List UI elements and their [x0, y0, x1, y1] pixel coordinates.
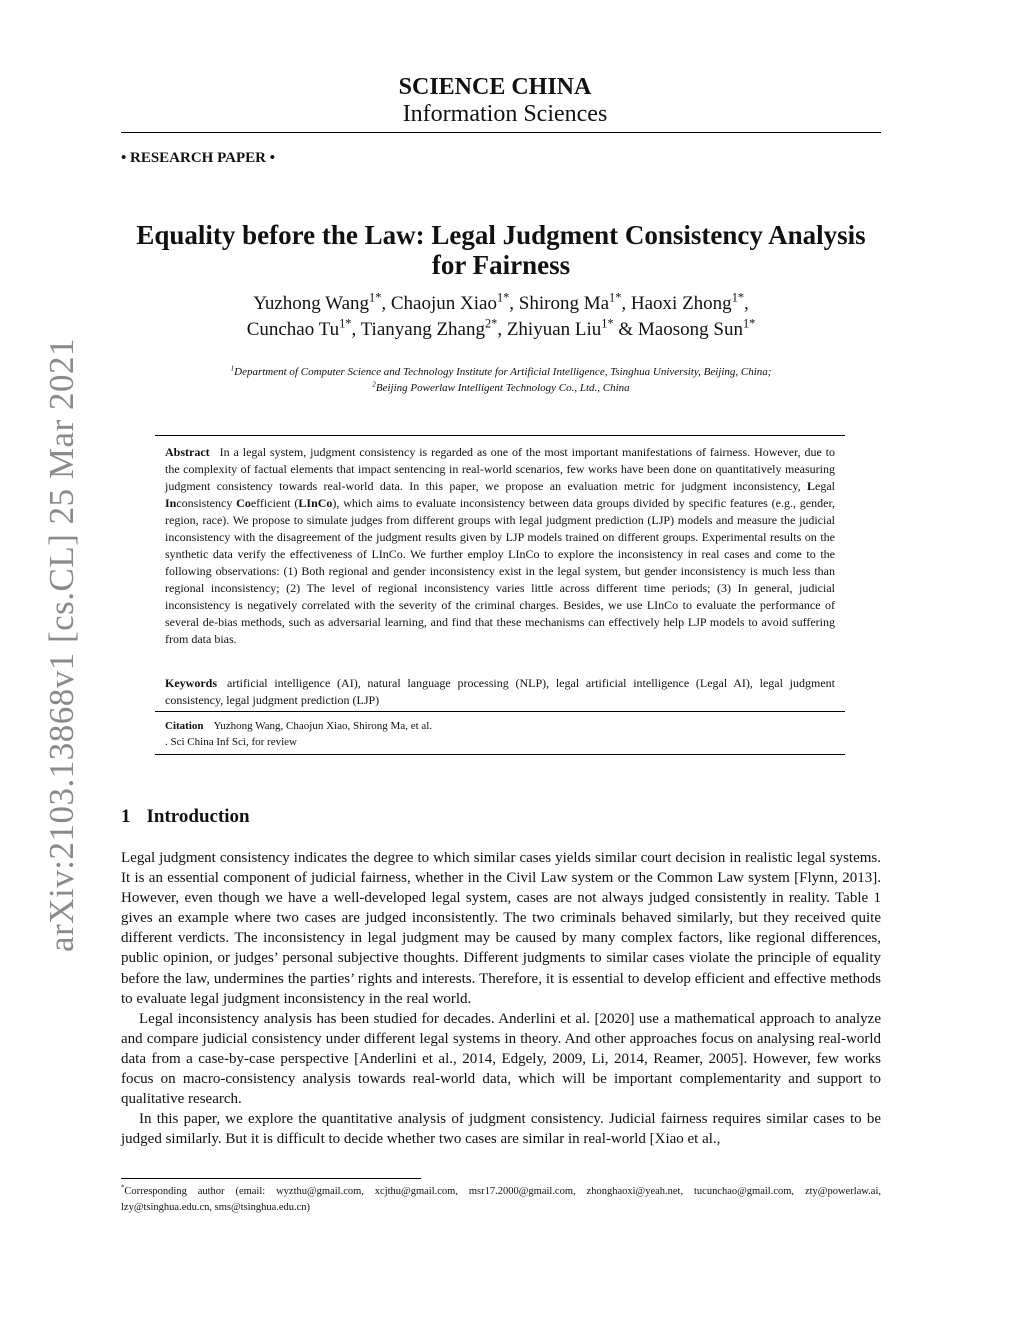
keywords-text: artificial intelligence (AI), natural language processing (NLP), legal artificial intelligence (Legal AI), legal judgment consistency, legal judgment prediction (LJP)	[165, 676, 835, 707]
author-name: Shirong Ma	[518, 293, 610, 314]
affiliations	[121, 364, 881, 396]
keywords	[165, 675, 835, 709]
abstract-metric-abbreviation: LInCo	[298, 496, 333, 510]
abstract-bottom-rule	[155, 754, 845, 755]
footnote-rule	[121, 1178, 421, 1179]
paragraph: Legal judgment consistency indicates the degree to which similar cases yields similar court decision in realistic legal systems. It is an essential component of judicial fairness, whether in the Civil Law system or the Common Law system [Flynn, 2013]. However, even though we have a well-developed legal system, cases are not always judged consistently in reality. Table 1 gives an example where two cases are judged inconsistently. The two criminals behaved similarly, but they received quite different verdicts. The inconsistency in legal judgment may be caused by many complex factors, like regional differences, public opinion, or judges’ personal subjective thoughts. Different judgments to similar cases violate the principle of equality before the law, undermines the parties’ rights and interests. Therefore, it is essential to develop efficient and effective methods to evaluate legal judgment inconsistency in the real world.	[121, 850, 881, 1007]
paper-title	[121, 220, 881, 280]
author-line-1	[121, 291, 881, 317]
title-line-2: for Fairness	[431, 250, 571, 280]
author-affil-mark: 1*	[339, 316, 352, 331]
abstract-label: Abstract	[165, 445, 210, 459]
author-separator: ,	[744, 293, 749, 314]
header-rule	[121, 132, 881, 133]
citation-line-1	[165, 718, 835, 734]
affiliation-text: Beijing Powerlaw Intelligent Technology Co., Ltd., China	[375, 382, 630, 394]
author-affil-mark: 1*	[609, 290, 622, 305]
abstract-metric-letter: In	[165, 496, 177, 510]
author-name: Maosong Sun	[637, 319, 743, 340]
introduction-body	[121, 848, 881, 1149]
abstract-metric-text: efficient (	[250, 496, 299, 510]
author-affil-mark: 1*	[742, 316, 756, 331]
section-heading-introduction	[121, 806, 250, 828]
author-name: Zhiyuan Liu	[506, 319, 602, 340]
author-list	[121, 291, 881, 343]
journal-name: SCIENCE CHINA	[398, 74, 592, 100]
citation-authors: Yuzhong Wang, Chaojun Xiao, Shirong Ma, et al.	[213, 720, 433, 732]
citation	[165, 718, 835, 750]
author-name: Tianyang Zhang	[360, 319, 485, 340]
author-affil-mark: 2*	[484, 316, 498, 331]
citation-rule	[155, 711, 845, 712]
author-affil-mark: 1*	[369, 290, 382, 305]
section-number: 1	[121, 806, 131, 827]
citation-line-2: . Sci China Inf Sci, for review	[165, 736, 297, 748]
author-separator: ,	[509, 293, 519, 314]
author-separator: &	[613, 319, 638, 340]
affiliation-mark: 2	[372, 380, 376, 389]
affiliation-2	[121, 380, 881, 396]
abstract-metric-text: egal	[815, 479, 835, 493]
abstract-metric-letter: L	[806, 479, 815, 493]
citation-label: Citation	[165, 720, 204, 732]
footnote	[121, 1184, 881, 1216]
author-line-2	[121, 317, 881, 343]
abstract-text-part-1: In a legal system, judgment consistency is regarded as one of the most important manifestations of fairness. However, due to the complexity of factual elements that impact sentencing in real-world scenarios, few works have been done on quantitatively measuring judgment consistency towards real-world data. In this paper, we propose an evaluation metric for judgment inconsistency,	[165, 445, 835, 493]
abstract-text-part-2: ), which aims to evaluate inconsistency between data groups divided by specific features (e.g., gender, region, race). We propose to simulate judges from different groups with legal judgment prediction (LJP) models and measure the judicial inconsistency with the disagreement of the judgment results given by LJP models trained on different groups. Experimental results on the synthetic data verify the effectiveness of LInCo. We further employ LInCo to explore the inconsistency in real cases and come to the following observations: (1) Both regional and gender inconsistency exist in the legal system, but gender inconsistency is much less than regional inconsistency; (2) The level of regional inconsistency varies little across different time periods; (3) In general, judicial inconsistency is negatively correlated with the severity of the criminal charges. Besides, we use LInCo to evaluate the performance of several de-bias methods, such as adversarial learning, and find that these mechanisms can effectively help LJP models to avoid suffering from data bias.	[165, 496, 835, 646]
abstract-metric-letter: Co	[236, 496, 251, 510]
keywords-label: Keywords	[165, 676, 217, 690]
abstract-metric-text: consistency	[176, 496, 237, 510]
affiliation-mark: 1	[230, 364, 235, 373]
footnote-text: Corresponding author (email: wyzthu@gmail.com, xcjthu@gmail.com, msr17.2000@gmail.com, zhonghaoxi@yeah.net, tucunchao@gmail.com, zty@powerlaw.ai, lzy@tsinghua.edu.cn, sms@tsinghua.edu.cn)	[121, 1186, 881, 1213]
author-separator: ,	[381, 293, 391, 314]
affiliation-text: Department of Computer Science and Technology Institute for Artificial Intelligence, Tsinghua University, Beijing, China;	[234, 366, 772, 378]
author-name: Yuzhong Wang	[253, 293, 370, 314]
journal-subtitle: Information Sciences	[402, 101, 608, 127]
abstract-top-rule	[155, 435, 845, 436]
author-separator: ,	[497, 319, 507, 340]
affiliation-1	[121, 364, 881, 380]
author-name: Cunchao Tu	[246, 319, 340, 340]
author-name: Chaojun Xiao	[390, 293, 497, 314]
author-separator: ,	[351, 319, 361, 340]
author-affil-mark: 1*	[496, 290, 510, 305]
paper-type-label: • RESEARCH PAPER •	[121, 150, 275, 166]
paragraph: In this paper, we explore the quantitative analysis of judgment consistency. Judicial fairness requires similar cases to be judged similarly. But it is difficult to decide whether two cases are similar in real-world [Xiao et al.,	[121, 1111, 881, 1148]
arxiv-identifier: arXiv:2103.13868v1 [cs.CL] 25 Mar 2021	[42, 338, 81, 952]
author-affil-mark: 1*	[601, 316, 614, 331]
paragraph: Legal inconsistency analysis has been studied for decades. Anderlini et al. [2020] use a mathematical approach to analyze and compare judicial consistency under different legal systems in theory. And other approaches focus on analysing real-world data from a case-by-case perspective [Anderlini et al., 2014, Edgely, 2009, Li, 2014, Reamer, 2005]. However, few works focus on macro-consistency analysis towards real-world data, which will be important complementarity and support to qualitative research.	[121, 1010, 881, 1108]
section-title: Introduction	[146, 806, 250, 827]
author-affil-mark: 1*	[731, 290, 745, 305]
author-separator: ,	[621, 293, 631, 314]
abstract	[165, 444, 835, 648]
title-line-1: Equality before the Law: Legal Judgment Consistency Analysis	[136, 220, 866, 250]
footnote-mark: *	[121, 1184, 125, 1192]
author-name: Haoxi Zhong	[630, 293, 732, 314]
